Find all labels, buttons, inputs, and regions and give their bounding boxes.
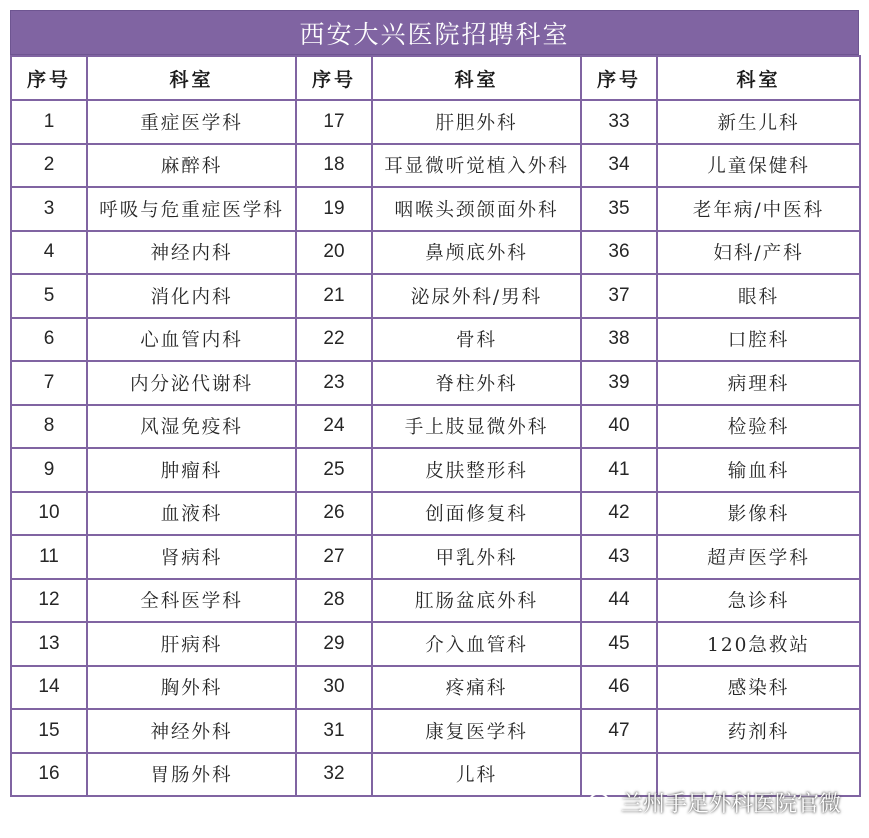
department-name: 急诊科 <box>657 579 860 623</box>
department-name: 超声医学科 <box>657 535 860 579</box>
row-number: 29 <box>296 622 372 666</box>
row-number: 18 <box>296 144 372 188</box>
row-number: 11 <box>11 535 87 579</box>
table-row <box>11 231 860 275</box>
row-number: 28 <box>296 579 372 623</box>
row-number: 8 <box>11 405 87 449</box>
table-row <box>11 622 860 666</box>
department-name: 肝病科 <box>87 622 296 666</box>
row-number: 2 <box>11 144 87 188</box>
table-row <box>11 318 860 362</box>
department-name: 妇科/产科 <box>657 231 860 275</box>
table-row <box>11 579 860 623</box>
department-name: 胸外科 <box>87 666 296 710</box>
department-name: 病理科 <box>657 361 860 405</box>
wechat-icon <box>589 792 615 814</box>
department-name: 肛肠盆底外科 <box>372 579 581 623</box>
row-number: 36 <box>581 231 657 275</box>
department-name: 内分泌代谢科 <box>87 361 296 405</box>
row-number: 43 <box>581 535 657 579</box>
row-number: 9 <box>11 448 87 492</box>
table-row <box>11 274 860 318</box>
department-name: 眼科 <box>657 274 860 318</box>
department-name: 新生儿科 <box>657 100 860 144</box>
table-title: 西安大兴医院招聘科室 <box>10 10 859 55</box>
department-name: 影像科 <box>657 492 860 536</box>
department-name: 疼痛科 <box>372 666 581 710</box>
row-number: 6 <box>11 318 87 362</box>
department-name: 介入血管科 <box>372 622 581 666</box>
table-row <box>11 361 860 405</box>
row-number: 14 <box>11 666 87 710</box>
row-number: 31 <box>296 709 372 753</box>
row-number: 3 <box>11 187 87 231</box>
table-row <box>11 666 860 710</box>
row-number: 1 <box>11 100 87 144</box>
department-name: 风湿免疫科 <box>87 405 296 449</box>
row-number: 25 <box>296 448 372 492</box>
header-department-3: 科室 <box>657 56 860 100</box>
table-body <box>11 100 860 796</box>
row-number: 32 <box>296 753 372 797</box>
row-number: 38 <box>581 318 657 362</box>
department-name: 肾病科 <box>87 535 296 579</box>
department-name: 泌尿外科/男科 <box>372 274 581 318</box>
row-number: 46 <box>581 666 657 710</box>
row-number: 17 <box>296 100 372 144</box>
row-number: 10 <box>11 492 87 536</box>
table-row <box>11 535 860 579</box>
row-number: 45 <box>581 622 657 666</box>
table-row <box>11 709 860 753</box>
table-row <box>11 144 860 188</box>
department-name: 创面修复科 <box>372 492 581 536</box>
department-name: 感染科 <box>657 666 860 710</box>
department-name: 康复医学科 <box>372 709 581 753</box>
row-number: 19 <box>296 187 372 231</box>
row-number: 13 <box>11 622 87 666</box>
row-number: 40 <box>581 405 657 449</box>
department-name: 胃肠外科 <box>87 753 296 797</box>
header-department-1: 科室 <box>87 56 296 100</box>
watermark-text: 兰州手足外科医院官微 <box>620 792 841 817</box>
table-row <box>11 405 860 449</box>
row-number: 35 <box>581 187 657 231</box>
row-number: 21 <box>296 274 372 318</box>
row-number: 27 <box>296 535 372 579</box>
department-name: 血液科 <box>87 492 296 536</box>
department-name: 神经内科 <box>87 231 296 275</box>
department-name: 检验科 <box>657 405 860 449</box>
row-number: 16 <box>11 753 87 797</box>
row-number: 41 <box>581 448 657 492</box>
department-name: 重症医学科 <box>87 100 296 144</box>
department-name: 儿科 <box>372 753 581 797</box>
row-number: 7 <box>11 361 87 405</box>
recruitment-table-container <box>10 10 859 797</box>
department-name: 老年病/中医科 <box>657 187 860 231</box>
department-name: 麻醉科 <box>87 144 296 188</box>
row-number: 47 <box>581 709 657 753</box>
department-name: 肿瘤科 <box>87 448 296 492</box>
row-number: 15 <box>11 709 87 753</box>
department-name: 输血科 <box>657 448 860 492</box>
row-number: 23 <box>296 361 372 405</box>
department-name: 耳显微听觉植入外科 <box>372 144 581 188</box>
row-number: 12 <box>11 579 87 623</box>
departments-table <box>10 55 861 797</box>
department-name: 骨科 <box>372 318 581 362</box>
row-number: 39 <box>581 361 657 405</box>
header-number-2: 序号 <box>296 56 372 100</box>
department-name: 呼吸与危重症医学科 <box>87 187 296 231</box>
header-row <box>11 56 860 100</box>
row-number: 37 <box>581 274 657 318</box>
department-name: 神经外科 <box>87 709 296 753</box>
row-number: 26 <box>296 492 372 536</box>
table-row <box>11 448 860 492</box>
watermark <box>589 787 841 818</box>
table-row <box>11 492 860 536</box>
row-number: 30 <box>296 666 372 710</box>
department-name: 心血管内科 <box>87 318 296 362</box>
header-number-3: 序号 <box>581 56 657 100</box>
department-name: 口腔科 <box>657 318 860 362</box>
header-number-1: 序号 <box>11 56 87 100</box>
row-number: 34 <box>581 144 657 188</box>
row-number: 20 <box>296 231 372 275</box>
table-row <box>11 100 860 144</box>
row-number: 5 <box>11 274 87 318</box>
department-name: 全科医学科 <box>87 579 296 623</box>
department-name: 儿童保健科 <box>657 144 860 188</box>
department-name: 药剂科 <box>657 709 860 753</box>
department-name: 手上肢显微外科 <box>372 405 581 449</box>
department-name: 咽喉头颈颌面外科 <box>372 187 581 231</box>
row-number: 4 <box>11 231 87 275</box>
row-number: 33 <box>581 100 657 144</box>
department-name: 肝胆外科 <box>372 100 581 144</box>
row-number: 24 <box>296 405 372 449</box>
department-name: 鼻颅底外科 <box>372 231 581 275</box>
row-number: 44 <box>581 579 657 623</box>
table-row <box>11 187 860 231</box>
department-name: 消化内科 <box>87 274 296 318</box>
department-name: 120急救站 <box>657 622 860 666</box>
department-name: 皮肤整形科 <box>372 448 581 492</box>
header-department-2: 科室 <box>372 56 581 100</box>
department-name: 甲乳外科 <box>372 535 581 579</box>
row-number: 22 <box>296 318 372 362</box>
row-number: 42 <box>581 492 657 536</box>
department-name: 脊柱外科 <box>372 361 581 405</box>
